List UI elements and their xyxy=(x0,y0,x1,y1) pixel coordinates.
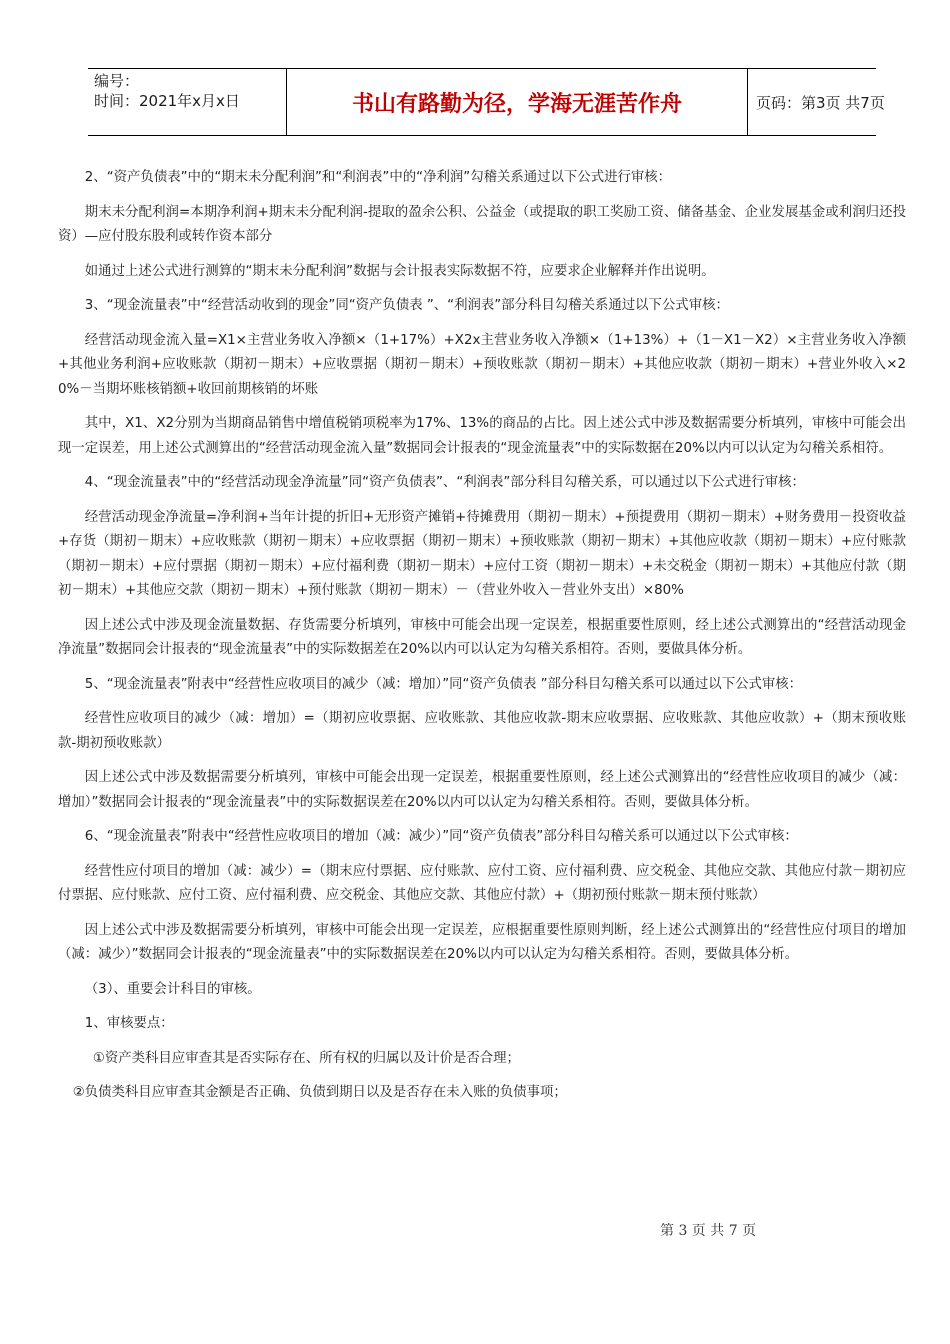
paragraph: 6、“现金流量表”附表中“经营性应收项目的增加（减：减少）”同“资产负债表”部分科目勾稽关系可以通过以下公式审核： xyxy=(84,829,798,844)
paragraph: 4、“现金流量表”中的“经营活动现金净流量”同“资产负债表”、“利润表”部分科目勾稽关系，可以通过以下公式进行审核： xyxy=(84,475,805,490)
paragraph: 期末未分配利润=本期净利润+期末未分配利润-提取的盈余公积、公益金（或提取的职工奖励工资、储备基金、企业发展基金或利润归还投资）—应付股东股利或转作资本部分 xyxy=(58,204,906,244)
document-time-label: 时间：2021年x月x日 xyxy=(94,92,240,110)
header-page-label: 页码：第3页 共7页 xyxy=(756,93,885,112)
page-footer: 第 3 页 共 7 页 xyxy=(660,1223,757,1239)
document-number-label: 编号： xyxy=(94,72,140,90)
header-meta xyxy=(88,69,286,135)
section-heading: （3）、重要会计科目的审核。 xyxy=(84,981,261,997)
paragraph: 3、“现金流量表”中“经营活动收到的现金”同“资产负债表 ”、“利润表”部分科目勾稽关系通过以下公式审核： xyxy=(84,298,729,313)
paragraph: 其中，X1、X2分别为当期商品销售中增值税销项税率为17%、13%的商品的占比。因上述公式中涉及数据需要分析填列，审核中可能会出现一定误差，用上述公式测算出的“经营活动现金流入量”数据同会计报表的“现金流量表”中的实际数据在20%以内可以认定为勾稽关系相符。 xyxy=(58,416,906,456)
paragraph: 因上述公式中涉及数据需要分析填列，审核中可能会出现一定误差，应根据重要性原则判断，经上述公式测算出的“经营性应付项目的增加（减：减少）”数据同会计报表的“现金流量表”中的实际数据误差在20%以内可以认定为勾稽关系相符。否则，要做具体分析。 xyxy=(58,922,906,962)
paragraph: 因上述公式中涉及数据需要分析填列，审核中可能会出现一定误差，根据重要性原则，经上述公式测算出的“经营性应收项目的减少（减：增加）”数据同会计报表的“现金流量表”中的实际数据误差在20%以内可以认定为勾稽关系相符。否则，要做具体分析。 xyxy=(58,770,906,810)
paragraph: 经营活动现金流入量=X1×主营业务收入净额×（1+17%）+X2x主营业务收入净额×（1+13%）+（1－X1－X2）×主营业务收入净额+其他业务利润+应收账款（期初－期末）+应收票据（期初－期末）+预收账款（期初－期末）+其他应收款（期初－期末）+营业外收入×20%－当期坏账核销额+收回前期核销的坏账 xyxy=(58,332,906,397)
list-item: ①资产类科目应审查其是否实际存在、所有权的归属以及计价是否合理； xyxy=(92,1050,520,1066)
document-body xyxy=(58,166,906,1116)
paragraph: 经营性应付项目的增加（减：减少）=（期末应付票据、应付账款、应付工资、应付福利费、应交税金、其他应交款、其他应付款－期初应付票据、应付账款、应付工资、应付福利费、应交税金、其他应交款、其他应付款）+（期初预付账款－期末预付账款） xyxy=(58,863,906,903)
paragraph: 经营活动现金净流量=净利润+当年计提的折旧+无形资产摊销+待摊费用（期初－期末）+预提费用（期初－期末）+财务费用－投资收益+存货（期初－期末）+应收账款（期初－期末）+应收票据（期初－期末）+预收账款（期初－期末）+其他应收款（期初－期末）+应付账款（期初－期末）+应付票据（期初－期末）+应付福利费（期初－期末）+应付工资（期初－期末）+未交税金（期初－期末）+其他应付款（期初－期末）+其他应交款（期初－期末）+预付账款（期初－期末）－（营业外收入－营业外支出）×80% xyxy=(58,509,906,598)
paragraph: 2、“资产负债表”中的“期末未分配利润”和“利润表”中的“净利润”勾稽关系通过以下公式进行审核： xyxy=(84,170,672,185)
paragraph: 5、“现金流量表”附表中“经营性应收项目的减少（减：增加）”同“资产负债表 ”部分科目勾稽关系可以通过以下公式审核： xyxy=(84,676,803,692)
paragraph: 如通过上述公式进行测算的“期末未分配利润”数据与会计报表实际数据不符，应要求企业解释并作出说明。 xyxy=(84,263,715,279)
subheading: 1、审核要点： xyxy=(84,1016,174,1031)
header-motto: 书山有路勤为径，学海无涯苦作舟 xyxy=(286,69,748,135)
page-header xyxy=(88,68,885,136)
list-item: ②负债类科目应审查其金额是否正确、负债到期日以及是否存在未入账的负债事项； xyxy=(72,1085,567,1100)
paragraph: 经营性应收项目的减少（减：增加）=（期初应收票据、应收账款、其他应收款-期末应收票据、应收账款、其他应收款）+（期末预收账款-期初预收账款） xyxy=(58,711,906,751)
paragraph: 因上述公式中涉及现金流量数据、存货需要分析填列，审核中可能会出现一定误差，根据重要性原则，经上述公式测算出的“经营活动现金净流量”数据同会计报表的“现金流量表”中的实际数据差在20%以内可以认定为勾稽关系相符。否则，要做具体分析。 xyxy=(58,617,906,657)
